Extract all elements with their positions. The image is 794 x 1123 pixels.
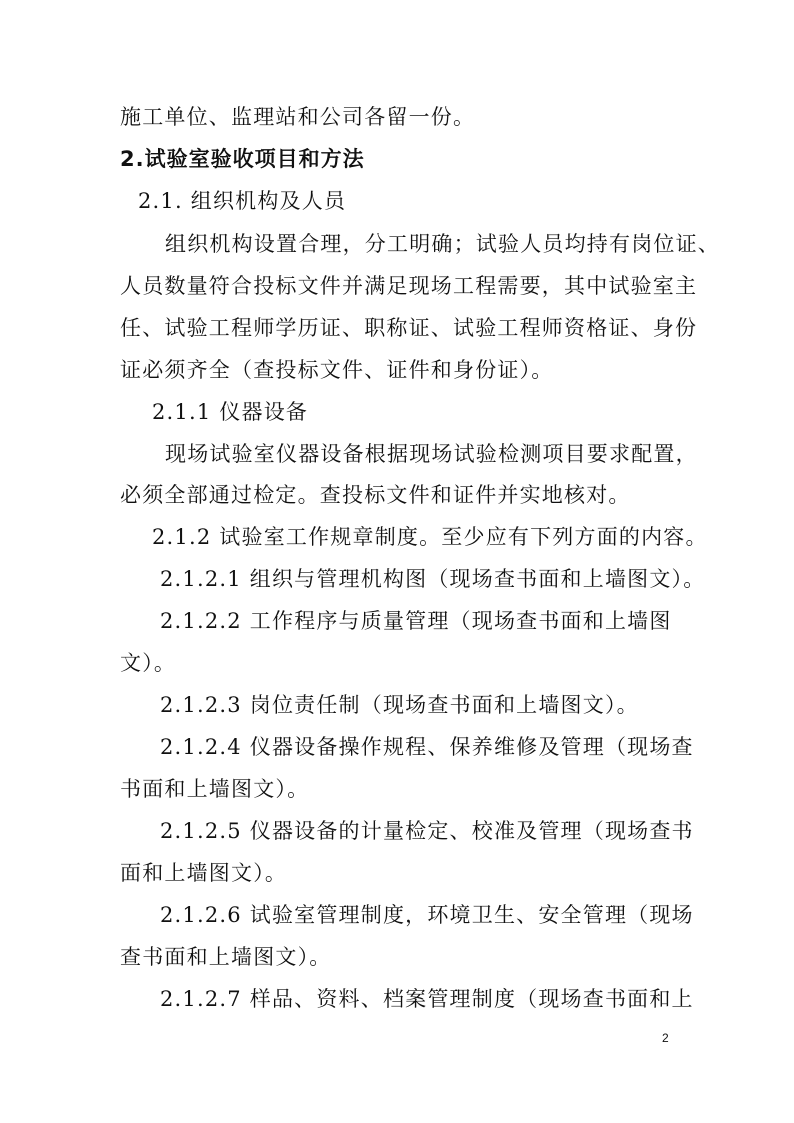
paragraph-line: 现场试验室仪器设备根据现场试验检测项目要求配置， bbox=[165, 442, 698, 466]
paragraph-line: 证必须齐全（查投标文件、证件和身份证）。 bbox=[120, 358, 554, 382]
list-item-continuation: 查书面和上墙图文）。 bbox=[120, 945, 332, 969]
list-item-continuation: 书面和上墙图文）。 bbox=[120, 777, 310, 801]
list-item-continuation: 面和上墙图文）。 bbox=[120, 861, 288, 885]
text-line-continuation: 施工单位、监理站和公司各留一份。 bbox=[120, 105, 476, 129]
page-number: 2 bbox=[662, 1031, 669, 1045]
list-item: 2.1.2.5 仪器设备的计量检定、校准及管理（现场查书 bbox=[160, 819, 694, 843]
list-item: 2.1.2.6 试验室管理制度，环境卫生、安全管理（现场 bbox=[160, 903, 694, 927]
paragraph-line: 任、试验工程师学历证、职称证、试验工程师资格证、身份 bbox=[120, 316, 698, 340]
subsection-heading: 2.1. 组织机构及人员 bbox=[138, 189, 347, 213]
section-heading: 2.试验室验收项目和方法 bbox=[120, 147, 365, 171]
list-item: 2.1.2.2 工作程序与质量管理（现场查书面和上墙图 bbox=[160, 609, 672, 633]
list-item: 2.1.2.3 岗位责任制（现场查书面和上墙图文）。 bbox=[160, 693, 639, 717]
paragraph-line: 人员数量符合投标文件并满足现场工程需要，其中试验室主 bbox=[120, 274, 698, 298]
paragraph-line: 必须全部通过检定。查投标文件和证件并实地核对。 bbox=[120, 483, 631, 507]
list-item: 2.1.2.4 仪器设备操作规程、保养维修及管理（现场查 bbox=[160, 735, 694, 759]
list-item: 2.1.2.7 样品、资料、档案管理制度（现场查书面和上 bbox=[160, 987, 694, 1011]
paragraph-line: 组织机构设置合理，分工明确；试验人员均持有岗位证、 bbox=[165, 232, 720, 256]
list-item-continuation: 文）。 bbox=[120, 651, 177, 675]
subsection-heading: 2.1.2 试验室工作规章制度。至少应有下列方面的内容。 bbox=[152, 525, 708, 549]
list-item: 2.1.2.1 组织与管理机构图（现场查书面和上墙图文）。 bbox=[160, 567, 706, 591]
subsection-heading: 2.1.1 仪器设备 bbox=[152, 400, 309, 424]
